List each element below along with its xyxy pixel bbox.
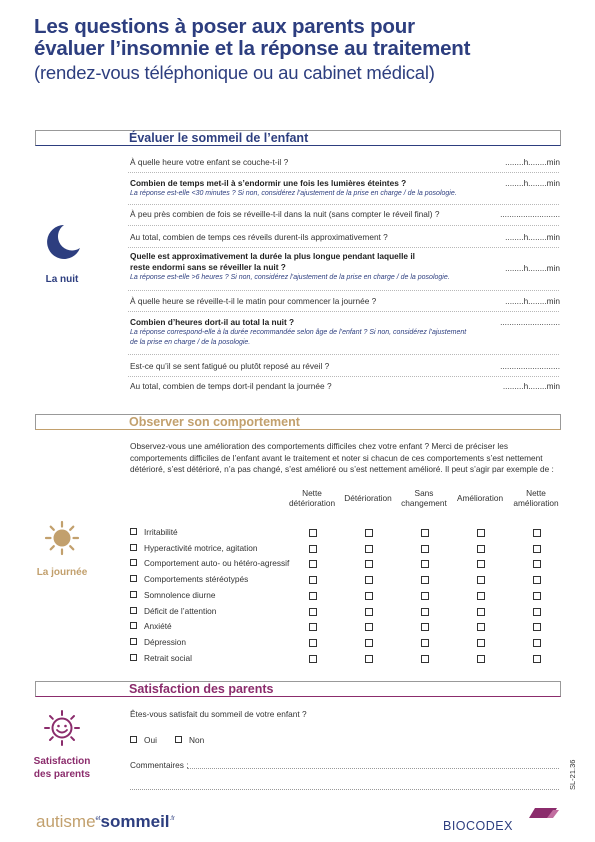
divider [128,290,559,291]
behavior-checkbox[interactable] [130,622,137,629]
rating-checkbox-2[interactable] [365,545,373,553]
night-question-5 [130,251,450,283]
rating-checkbox-4[interactable] [477,592,485,600]
document-code: SL-21.36 [568,759,577,790]
night-answer-3: .......................... [500,209,560,219]
behavior-row [130,606,320,617]
behavior-label: Déficit de l’attention [144,605,217,616]
section-day-header [35,414,561,430]
column-header-3: Sans changement [401,488,447,508]
biocodex-logo: BIOCODEX [443,819,513,833]
behavior-label: Somnolence diurne [144,589,216,600]
rating-checkbox-1[interactable] [309,560,317,568]
satisfaction-side-label [22,755,102,781]
rating-checkbox-2[interactable] [365,639,373,647]
behavior-row [130,527,320,538]
yes-label: Oui [144,735,157,745]
question-text: Combien d’heures dort-il au total la nuit ? [130,317,295,327]
rating-checkbox-5[interactable] [533,655,541,663]
moon-icon [42,222,82,267]
night-question-7 [130,317,490,348]
column-header-5: Nette amélioration [513,488,559,508]
rating-checkbox-1[interactable] [309,576,317,584]
behavior-label: Dépression [144,636,186,647]
title-line-1: Les questions à poser aux parents pour [34,15,415,38]
behavior-label: Comportement auto- ou hétéro-agressif [144,558,290,569]
rating-checkbox-1[interactable] [309,655,317,663]
comments-label: Commentaires : [130,760,189,770]
divider [128,311,559,312]
section-night-header [35,130,561,146]
sun-icon [44,520,80,561]
behavior-label: Irritabilité [144,527,178,537]
comments-line[interactable] [130,789,559,790]
behavior-row [130,590,320,601]
question-note: La réponse est-elle <30 minutes ? Si non, considérez l’ajustement de la prise en charge / de la posologie. [130,190,457,197]
rating-checkbox-1[interactable] [309,623,317,631]
night-question-6: À quelle heure se réveille-t-il le matin pour commencer la journée ? [130,296,377,306]
night-answer-6: ........h........min [505,296,560,306]
section-header-bar [36,131,124,145]
rating-checkbox-5[interactable] [533,639,541,647]
section-day-title: Observer son comportement [129,415,300,429]
yes-checkbox[interactable] [130,736,137,743]
rating-checkbox-4[interactable] [477,623,485,631]
logo-word-2: sommeil [100,812,170,831]
comments-line[interactable] [187,768,559,769]
behavior-row [130,558,320,569]
rating-checkbox-3[interactable] [421,655,429,663]
smiling-sun-icon [43,709,81,752]
rating-checkbox-3[interactable] [421,545,429,553]
behavior-checkbox[interactable] [130,638,137,645]
rating-checkbox-4[interactable] [477,639,485,647]
rating-checkbox-4[interactable] [477,576,485,584]
rating-checkbox-2[interactable] [365,592,373,600]
night-answer-7: .......................... [500,317,560,327]
rating-checkbox-5[interactable] [533,576,541,584]
behavior-checkbox[interactable] [130,544,137,551]
rating-checkbox-4[interactable] [477,545,485,553]
rating-checkbox-2[interactable] [365,655,373,663]
column-header-2: Détérioration [344,493,392,503]
rating-checkbox-2[interactable] [365,576,373,584]
rating-checkbox-5[interactable] [533,623,541,631]
rating-checkbox-3[interactable] [421,608,429,616]
rating-checkbox-3[interactable] [421,560,429,568]
rating-checkbox-3[interactable] [421,639,429,647]
no-option[interactable] [175,735,204,745]
no-label: Non [189,735,205,745]
page-subtitle: (rendez-vous téléphonique ou au cabinet médical) [34,62,435,83]
autisme-sommeil-logo [36,812,175,832]
no-checkbox[interactable] [175,736,182,743]
logo-word-sup: et [95,816,101,822]
night-answer-9: .........h........min [502,381,560,391]
night-side-label: La nuit [45,274,79,285]
satisfaction-side-label-line-2: des parents [33,769,91,780]
rating-checkbox-2[interactable] [365,529,373,537]
night-question-1: À quelle heure votre enfant se couche-t-il ? [130,157,289,167]
rating-checkbox-5[interactable] [533,560,541,568]
satisfaction-side-label-line-1: Satisfaction [33,756,91,767]
question-note: La réponse est-elle >6 heures ? Si non, considérez l’ajustement de la prise en charge / de la posologie. [130,274,450,281]
rating-checkbox-5[interactable] [533,545,541,553]
section-night-title: Évaluer le sommeil de l’enfant [129,131,309,145]
behavior-checkbox[interactable] [130,575,137,582]
night-question-9: Au total, combien de temps dort-il pendant la journée ? [130,381,332,391]
section-satisfaction-header [35,681,561,697]
section-header-bar [36,415,124,429]
rating-checkbox-5[interactable] [533,529,541,537]
biocodex-logo-mark [527,806,559,825]
page-title [34,16,574,60]
behavior-label: Retrait social [144,652,192,663]
rating-checkbox-3[interactable] [421,623,429,631]
behavior-label: Comportements stéréotypés [144,574,249,585]
question-text: Quelle est approximativement la durée la plus longue pendant laquelle il reste endormi sans se réveiller la nuit ? [130,251,415,272]
behavior-checkbox[interactable] [130,607,137,614]
behavior-label: Hyperactivité motrice, agitation [144,542,258,553]
behavior-checkbox[interactable] [130,654,137,661]
divider [128,204,559,205]
rating-checkbox-5[interactable] [533,608,541,616]
rating-checkbox-4[interactable] [477,529,485,537]
rating-checkbox-2[interactable] [365,608,373,616]
behavior-row [130,543,320,554]
yes-option[interactable] [130,735,157,745]
rating-checkbox-2[interactable] [365,560,373,568]
rating-checkbox-3[interactable] [421,576,429,584]
rating-checkbox-4[interactable] [477,608,485,616]
night-question-4: Au total, combien de temps ces réveils durent-ils approximativement ? [130,232,388,242]
divider [128,225,559,226]
question-note: La réponse correspond-elle à la durée recommandée selon âge de l’enfant ? Si non, considérez l’ajustement de la prise en charge / de la posologie. [130,329,467,346]
night-answer-8: .......................... [500,361,560,371]
logo-word-1: autisme [36,812,96,831]
night-answer-4: ........h........min [505,232,560,242]
question-text: Combien de temps met-il à s’endormir une fois les lumières éteintes ? [130,178,407,188]
night-question-3: À peu près combien de fois se réveille-t-il dans la nuit (sans compter le réveil final) ? [130,209,440,219]
behavior-row [130,637,320,648]
rating-checkbox-4[interactable] [477,560,485,568]
rating-checkbox-2[interactable] [365,623,373,631]
rating-checkbox-3[interactable] [421,592,429,600]
night-answer-1: ........h........min [505,157,560,167]
behavior-row [130,574,320,585]
night-question-8: Est-ce qu’il se sent fatigué ou plutôt reposé au réveil ? [130,361,330,371]
section-satisfaction-title: Satisfaction des parents [129,682,274,696]
behavior-checkbox[interactable] [130,559,137,566]
night-answer-2: ........h........min [505,178,560,188]
column-header-4: Amélioration [456,493,504,503]
divider [128,354,559,355]
night-question-2 [130,178,490,199]
rating-checkbox-1[interactable] [309,639,317,647]
behavior-checkbox[interactable] [130,528,137,535]
section-header-bar [36,682,124,696]
night-answer-5: ........h........min [505,263,560,273]
rating-checkbox-5[interactable] [533,592,541,600]
behavior-checkbox[interactable] [130,591,137,598]
behavior-row [130,653,320,664]
behavior-label: Anxiété [144,621,172,632]
title-line-2: évaluer l’insomnie et la réponse au traitement [34,37,471,60]
rating-checkbox-1[interactable] [309,608,317,616]
divider [128,172,559,173]
satisfaction-question: Êtes-vous satisfait du sommeil de votre enfant ? [130,709,307,719]
behavior-row [130,621,320,632]
rating-checkbox-1[interactable] [309,592,317,600]
day-side-label: La journée [36,567,88,578]
divider [128,247,559,248]
rating-checkbox-3[interactable] [421,529,429,537]
rating-checkbox-1[interactable] [309,529,317,537]
divider [128,376,559,377]
logo-tld: .fr [169,816,175,822]
rating-checkbox-4[interactable] [477,655,485,663]
column-header-1: Nette détérioration [288,488,336,508]
rating-checkbox-1[interactable] [309,545,317,553]
day-intro-paragraph: Observez-vous une amélioration des comportements difficiles chez votre enfant ? Merci de préciser les comportements difficiles de l’enfant avant le traitement et noter si chacun de ces comportements s’est nettement détérioré, s’est détérioré, n’a pas changé, s’est amélioré ou s’est nettement amélioré. Il peut s’agir par exemple de : [130,441,554,474]
